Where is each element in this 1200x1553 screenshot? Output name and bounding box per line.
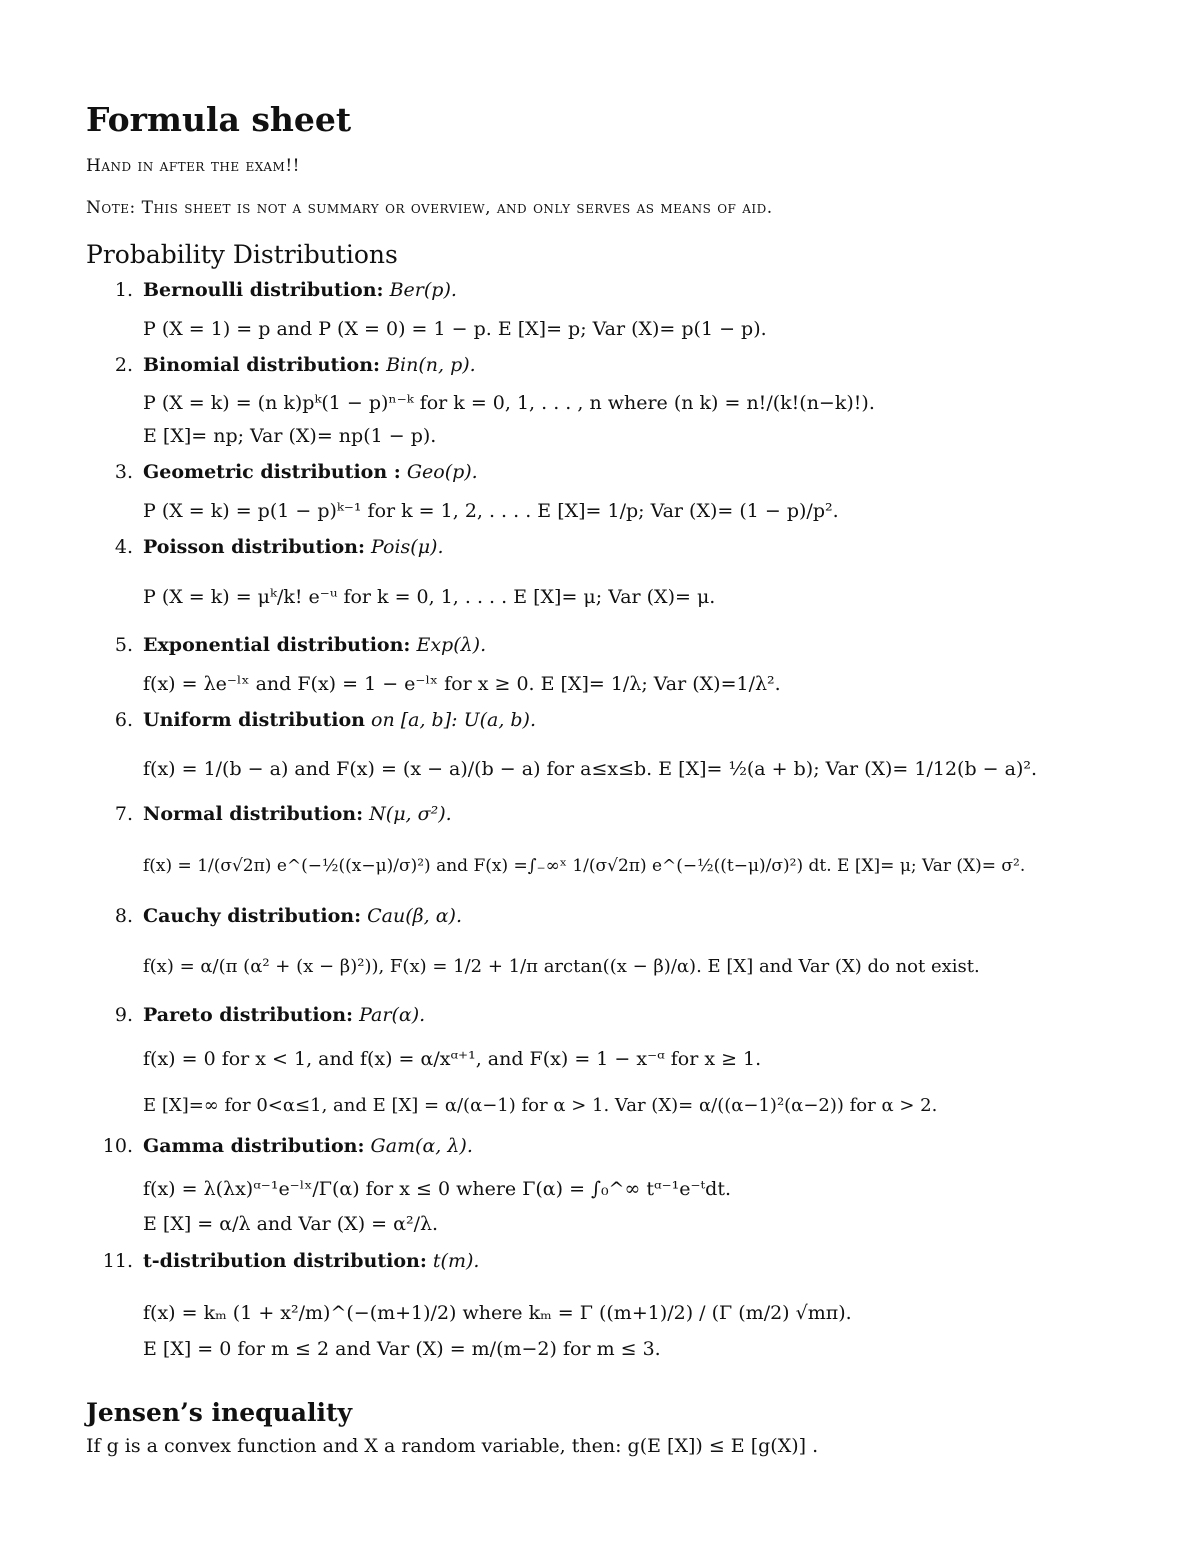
- note-notice: Note: This sheet is not a summary or overview, and only serves as means of aid.: [86, 198, 773, 218]
- item-number: 9.: [114, 1004, 133, 1026]
- formula-line: f(x) = λ(λx)ᵅ⁻¹e⁻ˡˣ/Γ(α) for x ≤ 0 where Γ(α) = ∫₀^∞ tᵅ⁻¹e⁻ᵗdt.: [143, 1178, 732, 1200]
- item-heading: Cauchy distribution: Cau(β, α).: [143, 905, 463, 927]
- item-heading: Exponential distribution: Exp(λ).: [143, 634, 487, 656]
- formula-line: f(x) = 1/(b − a) and F(x) = (x − a)/(b − a) for a≤x≤b. E [X]= ½(a + b); Var (X)= 1/12(b − a)².: [143, 758, 1038, 780]
- formula-line: P (X = k) = μᵏ/k! e⁻ᵘ for k = 0, 1, . . . . E [X]= μ; Var (X)= μ.: [143, 586, 716, 608]
- item-heading: t-distribution distribution: t(m).: [143, 1250, 480, 1272]
- item-heading: Uniform distribution on [a, b]: U(a, b).: [143, 709, 537, 731]
- item-number: 3.: [114, 461, 133, 483]
- item-number: 6.: [114, 709, 133, 731]
- item-number: 2.: [114, 354, 133, 376]
- item-heading: Gamma distribution: Gam(α, λ).: [143, 1135, 473, 1157]
- item-heading: Pareto distribution: Par(α).: [143, 1004, 426, 1026]
- item-number: 5.: [114, 634, 133, 656]
- item-number: 11.: [102, 1250, 133, 1272]
- item-heading: Geometric distribution : Geo(p).: [143, 461, 478, 483]
- item-number: 4.: [114, 536, 133, 558]
- section-heading-distributions: Probability Distributions: [86, 240, 398, 269]
- formula-line: E [X] = 0 for m ≤ 2 and Var (X) = m/(m−2) for m ≤ 3.: [143, 1338, 661, 1360]
- item-heading: Normal distribution: N(μ, σ²).: [143, 803, 452, 825]
- formula-line: P (X = 1) = p and P (X = 0) = 1 − p. E [X]= p; Var (X)= p(1 − p).: [143, 318, 767, 340]
- formula-line: f(x) = kₘ (1 + x²/m)^(−(m+1)/2) where kₘ = Γ ((m+1)/2) / (Γ (m/2) √mπ).: [143, 1302, 852, 1324]
- item-heading: Binomial distribution: Bin(n, p).: [143, 354, 476, 376]
- section-heading-jensen: Jensen’s inequality: [86, 1398, 353, 1427]
- formula-line: P (X = k) = p(1 − p)ᵏ⁻¹ for k = 1, 2, . . . . E [X]= 1/p; Var (X)= (1 − p)/p².: [143, 500, 839, 522]
- item-number: 7.: [114, 803, 133, 825]
- formula-line: f(x) = 1/(σ√2π) e^(−½((x−μ)/σ)²) and F(x) =∫₋∞ˣ 1/(σ√2π) e^(−½((t−μ)/σ)²) dt. E [X]= μ; Var (X)= σ².: [143, 856, 1026, 876]
- item-heading: Poisson distribution: Pois(μ).: [143, 536, 444, 558]
- jensen-statement: If g is a convex function and X a random variable, then: g(E [X]) ≤ E [g(X)] .: [86, 1435, 819, 1457]
- item-number: 1.: [114, 279, 133, 301]
- formula-line: E [X]= np; Var (X)= np(1 − p).: [143, 425, 437, 447]
- hand-in-notice: Hand in after the exam!!: [86, 156, 300, 176]
- formula-line: E [X]=∞ for 0<α≤1, and E [X] = α/(α−1) for α > 1. Var (X)= α/((α−1)²(α−2)) for α > 2.: [143, 1095, 938, 1116]
- formula-line: f(x) = α/(π (α² + (x − β)²)), F(x) = 1/2 + 1/π arctan((x − β)/α). E [X] and Var (X) do not exist.: [143, 956, 980, 977]
- item-number: 8.: [114, 905, 133, 927]
- formula-line: f(x) = λe⁻ˡˣ and F(x) = 1 − e⁻ˡˣ for x ≥ 0. E [X]= 1/λ; Var (X)=1/λ².: [143, 673, 781, 695]
- page-title: Formula sheet: [86, 100, 352, 139]
- item-number: 10.: [102, 1135, 133, 1157]
- item-heading: Bernoulli distribution: Ber(p).: [143, 279, 457, 301]
- formula-line: f(x) = 0 for x < 1, and f(x) = α/xᵅ⁺¹, and F(x) = 1 − x⁻ᵅ for x ≥ 1.: [143, 1048, 762, 1070]
- formula-line: E [X] = α/λ and Var (X) = α²/λ.: [143, 1213, 439, 1235]
- formula-line: P (X = k) = (n k)pᵏ(1 − p)ⁿ⁻ᵏ for k = 0, 1, . . . , n where (n k) = n!/(k!(n−k)!).: [143, 392, 875, 414]
